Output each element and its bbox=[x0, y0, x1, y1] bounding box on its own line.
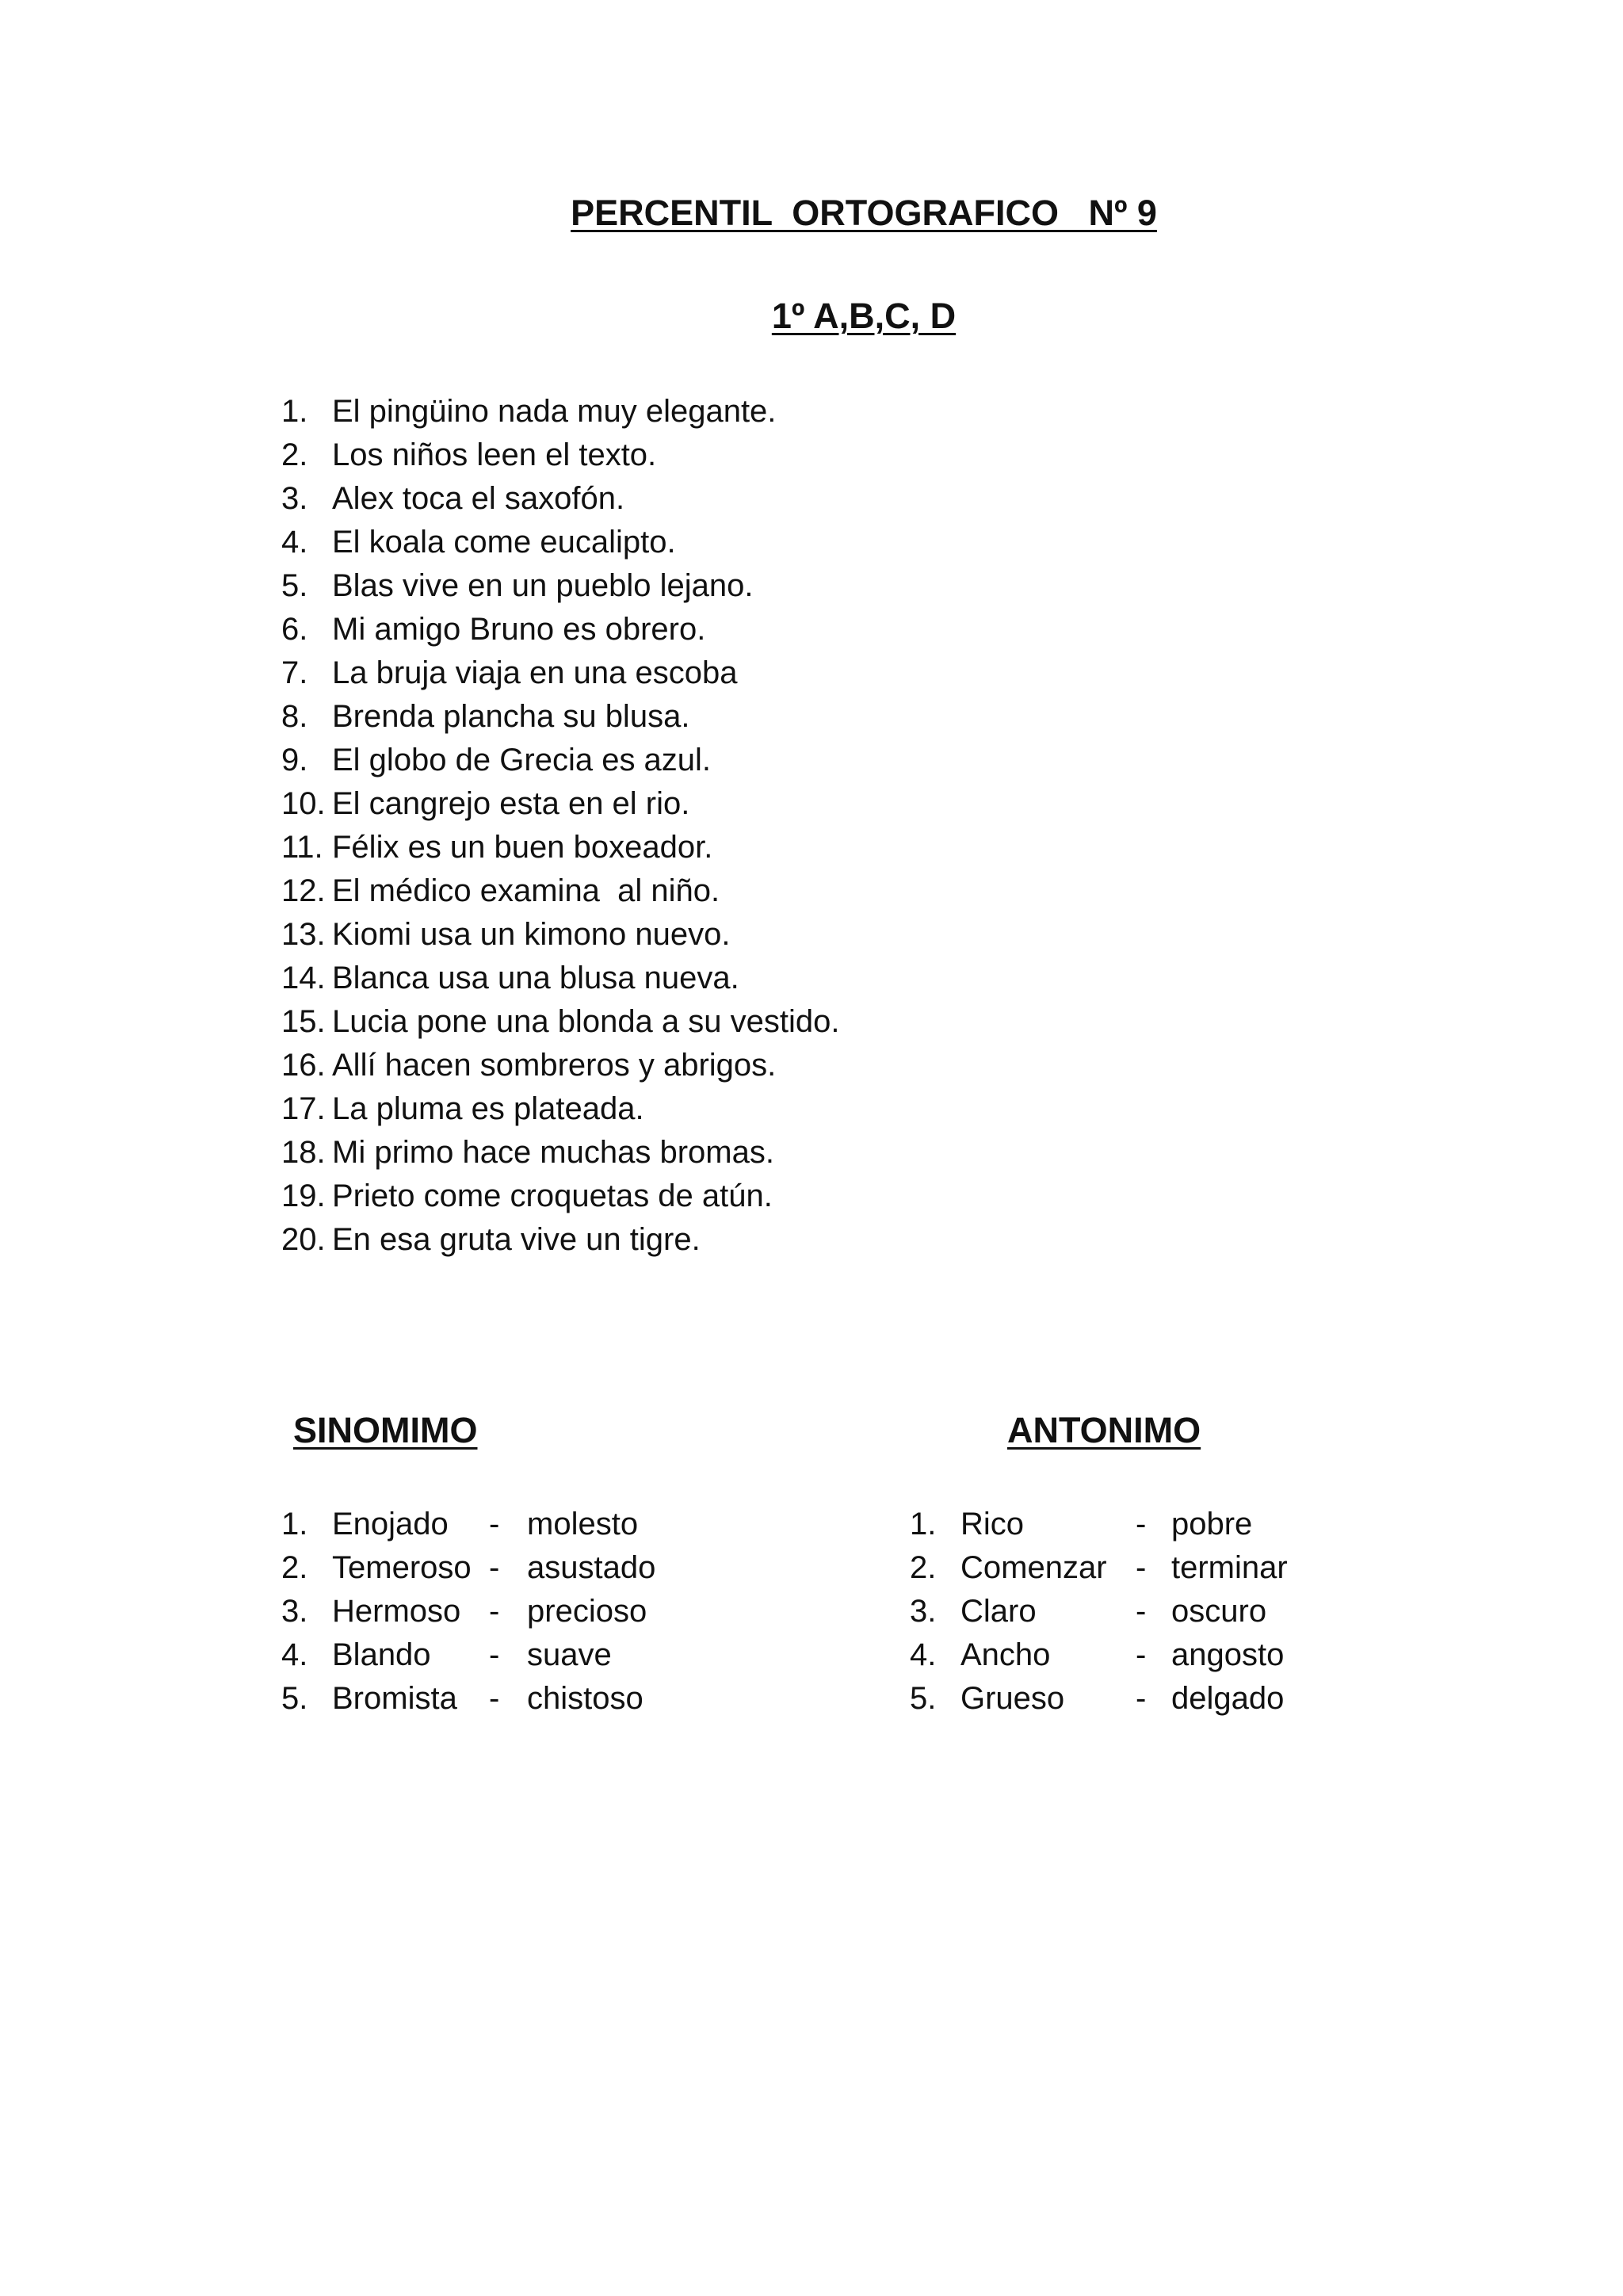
synonym-pair bbox=[281, 1503, 836, 1546]
list-item bbox=[281, 826, 1312, 869]
item-number: 1. bbox=[281, 1507, 308, 1541]
list-item bbox=[281, 695, 1312, 739]
word-a: Rico bbox=[960, 1507, 1025, 1541]
sentence-text: Brenda plancha su blusa. bbox=[332, 699, 690, 734]
pair-separator: - bbox=[489, 1507, 500, 1541]
item-number: 4. bbox=[281, 1637, 308, 1672]
pair-separator: - bbox=[489, 1594, 500, 1629]
antonym-pair bbox=[910, 1503, 1465, 1546]
item-number: 2. bbox=[910, 1550, 937, 1585]
item-number: 11. bbox=[281, 830, 323, 865]
sentence-text: Allí hacen sombreros y abrigos. bbox=[332, 1048, 777, 1083]
list-item bbox=[281, 1000, 1312, 1044]
pair-separator: - bbox=[1136, 1594, 1147, 1629]
sentence-text: Blanca usa una blusa nueva. bbox=[332, 961, 739, 995]
item-number: 6. bbox=[281, 612, 308, 647]
word-b: asustado bbox=[527, 1550, 656, 1585]
item-number: 3. bbox=[281, 1594, 308, 1629]
sentence-text: El koala come eucalipto. bbox=[332, 525, 676, 560]
item-number: 7. bbox=[281, 655, 308, 690]
list-item bbox=[281, 913, 1312, 957]
word-a: Blando bbox=[332, 1637, 431, 1672]
word-a: Claro bbox=[960, 1594, 1037, 1629]
pair-separator: - bbox=[1136, 1507, 1147, 1541]
word-a: Grueso bbox=[960, 1681, 1065, 1716]
document-title: PERCENTIL ORTOGRAFICO Nº 9 bbox=[571, 193, 1157, 233]
list-item bbox=[281, 564, 1312, 608]
item-number: 4. bbox=[281, 525, 308, 560]
pair-separator: - bbox=[1136, 1681, 1147, 1716]
sentence-text: El cangrejo esta en el rio. bbox=[332, 786, 690, 821]
word-b: angosto bbox=[1171, 1637, 1285, 1672]
synonym-list bbox=[281, 1503, 836, 1721]
antonym-pair bbox=[910, 1546, 1465, 1590]
synonym-pair bbox=[281, 1546, 836, 1590]
word-a: Ancho bbox=[960, 1637, 1051, 1672]
item-number: 3. bbox=[281, 481, 308, 516]
item-number: 1. bbox=[910, 1507, 937, 1541]
sentence-text: Mi primo hace muchas bromas. bbox=[332, 1135, 774, 1170]
item-number: 10. bbox=[281, 786, 326, 821]
item-number: 3. bbox=[910, 1594, 937, 1629]
sentence-text: El globo de Grecia es azul. bbox=[332, 743, 712, 777]
item-number: 15. bbox=[281, 1004, 326, 1039]
word-b: precioso bbox=[527, 1594, 647, 1629]
synonym-pair bbox=[281, 1633, 836, 1677]
item-number: 13. bbox=[281, 917, 326, 952]
sentence-text: Kiomi usa un kimono nuevo. bbox=[332, 917, 731, 952]
word-a: Comenzar bbox=[960, 1550, 1107, 1585]
list-item bbox=[281, 608, 1312, 651]
item-number: 5. bbox=[281, 568, 308, 603]
list-item bbox=[281, 782, 1312, 826]
list-item bbox=[281, 1087, 1312, 1131]
list-item bbox=[281, 957, 1312, 1000]
word-b: suave bbox=[527, 1637, 612, 1672]
item-number: 14. bbox=[281, 961, 326, 995]
antonym-pair bbox=[910, 1633, 1465, 1677]
antonyms-heading: ANTONIMO bbox=[1007, 1410, 1201, 1450]
word-b: oscuro bbox=[1171, 1594, 1267, 1629]
antonym-list bbox=[910, 1503, 1465, 1721]
word-b: pobre bbox=[1171, 1507, 1253, 1541]
item-number: 2. bbox=[281, 1550, 308, 1585]
pair-separator: - bbox=[1136, 1637, 1147, 1672]
sentence-text: Félix es un buen boxeador. bbox=[332, 830, 713, 865]
word-b: chistoso bbox=[527, 1681, 643, 1716]
list-item bbox=[281, 390, 1312, 434]
sentence-text: La pluma es plateada. bbox=[332, 1091, 644, 1126]
sentence-text: Alex toca el saxofón. bbox=[332, 481, 625, 516]
item-number: 20. bbox=[281, 1222, 326, 1257]
list-item bbox=[281, 521, 1312, 564]
item-number: 5. bbox=[281, 1681, 308, 1716]
synonym-pair bbox=[281, 1590, 836, 1633]
sentence-text: Mi amigo Bruno es obrero. bbox=[332, 612, 706, 647]
pair-separator: - bbox=[489, 1681, 500, 1716]
sentence-text: Blas vive en un pueblo lejano. bbox=[332, 568, 754, 603]
list-item bbox=[281, 651, 1312, 695]
item-number: 18. bbox=[281, 1135, 326, 1170]
list-item bbox=[281, 1044, 1312, 1087]
synonym-pair bbox=[281, 1677, 836, 1721]
antonym-pair bbox=[910, 1590, 1465, 1633]
list-item bbox=[281, 1218, 1312, 1262]
sentence-text: El médico examina al niño. bbox=[332, 873, 720, 908]
pair-separator: - bbox=[489, 1550, 500, 1585]
sentence-text: Prieto come croquetas de atún. bbox=[332, 1179, 773, 1213]
pair-separator: - bbox=[489, 1637, 500, 1672]
item-number: 4. bbox=[910, 1637, 937, 1672]
synonyms-heading: SINOMIMO bbox=[293, 1410, 478, 1450]
item-number: 12. bbox=[281, 873, 326, 908]
list-item bbox=[281, 739, 1312, 782]
list-item bbox=[281, 434, 1312, 477]
dictation-sentence-list bbox=[281, 390, 1312, 1262]
sentence-text: Lucia pone una blonda a su vestido. bbox=[332, 1004, 840, 1039]
word-b: delgado bbox=[1171, 1681, 1285, 1716]
item-number: 19. bbox=[281, 1179, 326, 1213]
item-number: 2. bbox=[281, 437, 308, 472]
item-number: 8. bbox=[281, 699, 308, 734]
word-a: Hermoso bbox=[332, 1594, 461, 1629]
word-a: Enojado bbox=[332, 1507, 449, 1541]
item-number: 17. bbox=[281, 1091, 326, 1126]
word-b: terminar bbox=[1171, 1550, 1288, 1585]
word-b: molesto bbox=[527, 1507, 639, 1541]
item-number: 1. bbox=[281, 394, 308, 429]
sentence-text: El pingüino nada muy elegante. bbox=[332, 394, 777, 429]
list-item bbox=[281, 1131, 1312, 1175]
list-item bbox=[281, 869, 1312, 913]
sentence-text: Los niños leen el texto. bbox=[332, 437, 657, 472]
pair-separator: - bbox=[1136, 1550, 1147, 1585]
item-number: 16. bbox=[281, 1048, 326, 1083]
list-item bbox=[281, 1175, 1312, 1218]
word-a: Temeroso bbox=[332, 1550, 472, 1585]
sentence-text: La bruja viaja en una escoba bbox=[332, 655, 738, 690]
item-number: 5. bbox=[910, 1681, 937, 1716]
document-subtitle: 1º A,B,C, D bbox=[771, 296, 957, 336]
sentence-text: En esa gruta vive un tigre. bbox=[332, 1222, 701, 1257]
word-a: Bromista bbox=[332, 1681, 457, 1716]
item-number: 9. bbox=[281, 743, 308, 777]
list-item bbox=[281, 477, 1312, 521]
antonym-pair bbox=[910, 1677, 1465, 1721]
